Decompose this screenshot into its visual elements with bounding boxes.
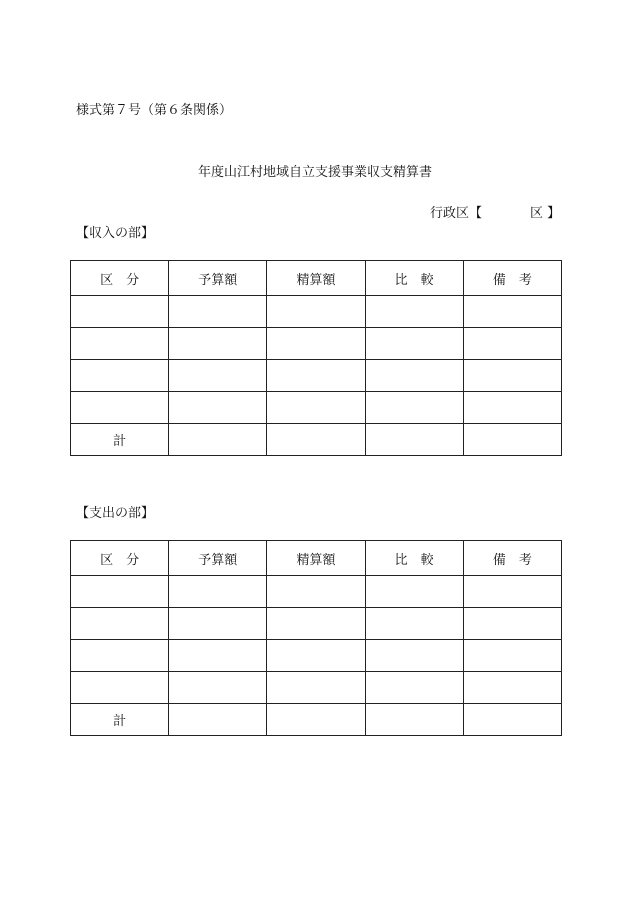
table-cell[interactable] xyxy=(365,360,463,392)
table-cell[interactable] xyxy=(267,576,365,608)
table-cell[interactable] xyxy=(463,672,561,704)
table-cell[interactable] xyxy=(365,672,463,704)
total-row xyxy=(71,704,562,736)
form-number: 様式第７号（第６条関係） xyxy=(76,103,233,118)
district-suffix: 区 】 xyxy=(530,206,561,221)
table-cell[interactable] xyxy=(169,576,267,608)
table-cell[interactable] xyxy=(267,392,365,424)
header-remarks: 備 考 xyxy=(463,541,561,576)
table-cell[interactable] xyxy=(365,576,463,608)
income-table xyxy=(70,260,562,456)
table-cell[interactable] xyxy=(267,608,365,640)
table-cell[interactable] xyxy=(71,392,169,424)
table-cell[interactable] xyxy=(365,640,463,672)
header-budget: 予算額 xyxy=(169,261,267,296)
table-cell[interactable] xyxy=(71,360,169,392)
table-row xyxy=(71,608,562,640)
total-label: 計 xyxy=(71,424,169,456)
document-title: 年度山江村地域自立支援事業収支精算書 xyxy=(197,165,432,180)
table-cell[interactable] xyxy=(267,296,365,328)
table-cell[interactable] xyxy=(169,424,267,456)
table-cell[interactable] xyxy=(169,640,267,672)
table-cell[interactable] xyxy=(365,392,463,424)
header-comparison: 比 較 xyxy=(365,541,463,576)
table-row xyxy=(71,360,562,392)
table-cell[interactable] xyxy=(71,296,169,328)
table-cell[interactable] xyxy=(169,704,267,736)
table-cell[interactable] xyxy=(463,296,561,328)
header-settled: 精算額 xyxy=(267,261,365,296)
income-section-title: 【収入の部】 xyxy=(76,226,155,241)
table-cell[interactable] xyxy=(463,328,561,360)
table-cell[interactable] xyxy=(267,424,365,456)
table-cell[interactable] xyxy=(267,360,365,392)
header-remarks: 備 考 xyxy=(463,261,561,296)
table-cell[interactable] xyxy=(169,296,267,328)
header-comparison: 比 較 xyxy=(365,261,463,296)
table-cell[interactable] xyxy=(71,608,169,640)
table-cell[interactable] xyxy=(169,608,267,640)
table-cell[interactable] xyxy=(267,328,365,360)
table-cell[interactable] xyxy=(463,360,561,392)
header-category: 区 分 xyxy=(71,541,169,576)
table-cell[interactable] xyxy=(463,392,561,424)
table-cell[interactable] xyxy=(267,672,365,704)
table-cell[interactable] xyxy=(365,704,463,736)
table-cell[interactable] xyxy=(365,424,463,456)
table-row xyxy=(71,672,562,704)
table-cell[interactable] xyxy=(463,576,561,608)
table-cell[interactable] xyxy=(71,672,169,704)
table-cell[interactable] xyxy=(71,328,169,360)
table-header-row xyxy=(71,541,562,576)
table-cell[interactable] xyxy=(463,704,561,736)
total-label: 計 xyxy=(71,704,169,736)
table-row xyxy=(71,296,562,328)
table-cell[interactable] xyxy=(463,424,561,456)
table-row xyxy=(71,640,562,672)
table-cell[interactable] xyxy=(463,640,561,672)
table-header-row xyxy=(71,261,562,296)
table-cell[interactable] xyxy=(169,328,267,360)
header-category: 区 分 xyxy=(71,261,169,296)
table-cell[interactable] xyxy=(267,704,365,736)
header-budget: 予算額 xyxy=(169,541,267,576)
table-cell[interactable] xyxy=(267,640,365,672)
table-cell[interactable] xyxy=(169,360,267,392)
expense-table xyxy=(70,540,562,736)
district-label xyxy=(430,202,560,221)
table-cell[interactable] xyxy=(463,608,561,640)
total-row xyxy=(71,424,562,456)
table-cell[interactable] xyxy=(169,392,267,424)
table-cell[interactable] xyxy=(71,640,169,672)
table-row xyxy=(71,328,562,360)
table-cell[interactable] xyxy=(365,296,463,328)
district-prefix: 行政区【 xyxy=(430,206,483,221)
header-settled: 精算額 xyxy=(267,541,365,576)
expense-section-title: 【支出の部】 xyxy=(76,506,155,521)
table-cell[interactable] xyxy=(71,576,169,608)
table-cell[interactable] xyxy=(169,672,267,704)
table-cell[interactable] xyxy=(365,608,463,640)
table-cell[interactable] xyxy=(365,328,463,360)
table-row xyxy=(71,392,562,424)
table-row xyxy=(71,576,562,608)
